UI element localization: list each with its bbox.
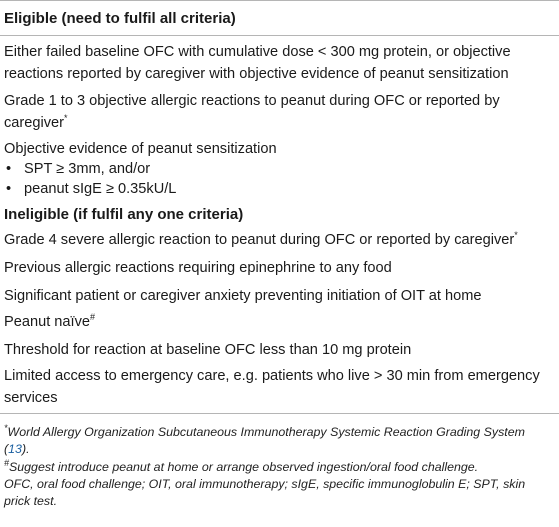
eligible-item-grade-reactions: [4, 90, 555, 134]
eligible-item-sensitization: Objective evidence of peanut sensitization: [4, 141, 277, 157]
footnote-asterisk-text: World Allergy Organization Subcutaneous Immunotherapy Systemic Reaction Grading System (: [4, 425, 525, 456]
footnote-hash: [4, 459, 553, 476]
eligible-heading: Eligible (need to fulfil all criteria): [4, 10, 236, 27]
ineligible-item-peanut-naive: [4, 311, 555, 333]
bullet-sige-text: peanut sIgE ≥ 0.35kU/L: [24, 181, 177, 197]
reference-link-13[interactable]: 13: [8, 442, 22, 456]
eligible-item-failed-ofc: Either failed baseline OFC with cumulative dose < 300 mg protein, or objective reactions reported by caregiver with objective evidence of peanut sensitization: [4, 44, 511, 82]
bullet-dot: •: [6, 181, 12, 197]
ineligible-item-grade4: [4, 229, 555, 251]
ineligible-item-epinephrine: Previous allergic reactions requiring epinephrine to any food: [4, 260, 392, 276]
ineligible-heading: Ineligible (if fulfil any one criteria): [4, 206, 244, 223]
ineligible-item-grade4-text: Grade 4 severe allergic reaction to peanut during OFC or reported by caregiver: [4, 232, 515, 248]
heading-rule: [0, 35, 559, 36]
ineligible-item-threshold: Threshold for reaction at baseline OFC less than 10 mg protein: [4, 342, 412, 358]
footnote-marker-asterisk: *: [514, 230, 518, 241]
ineligible-item-peanut-naive-text: Peanut naïve: [4, 314, 91, 330]
footnote-hash-text: Suggest introduce peanut at home or arrange observed ingestion/oral food challenge.: [9, 460, 479, 474]
eligible-bullet-spt: [6, 158, 555, 180]
bullet-dot: •: [6, 161, 12, 177]
ineligible-item-emergency-access: Limited access to emergency care, e.g. patients who live > 30 min from emergency services: [4, 368, 540, 406]
footnote-abbreviations: OFC, oral food challenge; OIT, oral immunotherapy; sIgE, specific immunoglobulin E; SPT, skin prick test.: [4, 477, 526, 508]
footnote-asterisk: [4, 424, 553, 458]
footnote-hash-marker: #: [4, 457, 10, 468]
bullet-spt-text: SPT ≥ 3mm, and/or: [24, 161, 151, 177]
footnote-asterisk-end: ).: [21, 442, 30, 456]
table-top-rule: [0, 0, 559, 1]
table-bottom-rule: [0, 413, 559, 414]
footnote-marker-asterisk: *: [64, 113, 68, 124]
ineligible-item-anxiety: Significant patient or caregiver anxiety preventing initiation of OIT at home: [4, 288, 482, 304]
eligible-item-grade-reactions-text: Grade 1 to 3 objective allergic reactions to peanut during OFC or reported by caregiver: [4, 93, 500, 131]
eligible-bullet-sige: [6, 178, 555, 200]
footnote-marker-hash: #: [90, 312, 96, 323]
footnote-asterisk-marker: *: [4, 422, 8, 433]
